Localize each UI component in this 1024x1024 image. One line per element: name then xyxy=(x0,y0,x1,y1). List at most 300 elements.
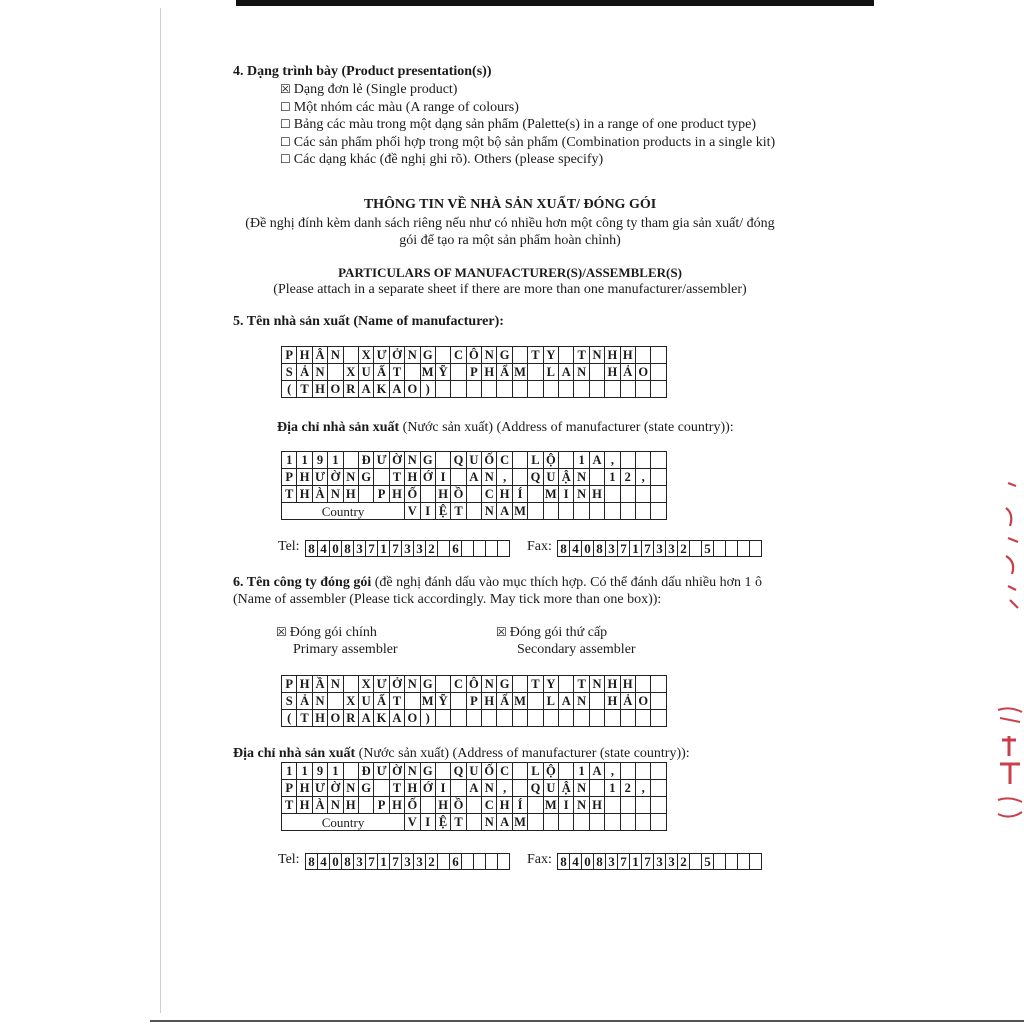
grid-cell[interactable]: Ư xyxy=(312,469,327,486)
grid-cell[interactable] xyxy=(605,486,620,503)
grid-cell[interactable]: O xyxy=(405,381,420,398)
grid-cell[interactable]: M xyxy=(544,797,557,812)
grid-cell[interactable] xyxy=(512,381,527,398)
grid-cell[interactable] xyxy=(451,780,466,797)
grid-cell[interactable]: O xyxy=(635,693,650,710)
grid-cell[interactable]: N xyxy=(482,814,497,831)
grid-cell[interactable]: A xyxy=(358,710,373,727)
grid-cell[interactable]: T xyxy=(528,347,543,364)
grid-cell[interactable]: N xyxy=(328,347,343,364)
grid-cell[interactable]: I xyxy=(435,469,450,486)
digit-cell[interactable]: 8 xyxy=(306,854,318,870)
grid-cell[interactable]: N xyxy=(482,780,497,797)
grid-cell[interactable] xyxy=(605,381,620,398)
digit-cell[interactable]: 0 xyxy=(582,854,594,870)
grid-cell[interactable]: A xyxy=(466,469,481,486)
grid-cell[interactable]: X xyxy=(343,364,358,381)
grid-cell[interactable]: Ư xyxy=(374,676,389,693)
grid-cell[interactable]: H xyxy=(312,710,327,727)
grid-cell[interactable] xyxy=(482,710,497,727)
grid-cell[interactable]: 1 xyxy=(605,780,620,797)
digit-cell[interactable]: 3 xyxy=(414,541,426,557)
grid-cell[interactable]: H xyxy=(405,469,420,486)
grid-cell[interactable]: O xyxy=(635,364,650,381)
digit-cell[interactable]: 2 xyxy=(678,541,690,557)
grid-cell[interactable]: I xyxy=(559,797,574,814)
digit-cell[interactable]: 0 xyxy=(330,541,342,557)
digit-cell[interactable]: 7 xyxy=(366,854,378,870)
secondary-assembler-option[interactable]: ☒ Đóng gói thứ cấp xyxy=(496,625,608,640)
grid-cell[interactable] xyxy=(451,693,466,710)
grid-cell[interactable]: P xyxy=(282,676,297,693)
grid-cell[interactable]: U xyxy=(358,364,373,381)
grid-cell[interactable] xyxy=(512,780,527,797)
digit-cell[interactable]: 8 xyxy=(594,854,606,870)
grid-cell[interactable] xyxy=(343,763,358,780)
grid-cell[interactable]: Ở xyxy=(389,347,404,364)
digit-cell[interactable]: 8 xyxy=(558,854,570,870)
digit-cell[interactable]: 7 xyxy=(618,541,630,557)
grid-cell[interactable]: L xyxy=(543,693,558,710)
grid-cell[interactable] xyxy=(651,710,666,727)
grid-cell[interactable]: H xyxy=(389,797,404,814)
grid-cell[interactable]: P xyxy=(374,486,389,503)
grid-cell[interactable] xyxy=(512,676,527,693)
digit-cell[interactable] xyxy=(738,854,750,870)
grid-cell[interactable]: A xyxy=(589,763,604,780)
grid-cell[interactable] xyxy=(374,780,389,797)
grid-cell[interactable] xyxy=(328,364,343,381)
grid-cell[interactable]: H xyxy=(589,797,604,814)
grid-cell[interactable] xyxy=(497,381,512,398)
digit-cell[interactable]: 3 xyxy=(654,854,666,870)
grid-cell[interactable]: A xyxy=(497,503,512,520)
grid-cell[interactable] xyxy=(605,814,620,831)
grid-cell[interactable]: Ờ xyxy=(389,452,404,469)
digit-cell[interactable]: 3 xyxy=(654,541,666,557)
grid-cell[interactable]: A xyxy=(589,452,604,469)
grid-cell[interactable]: T xyxy=(574,676,589,693)
grid-cell[interactable]: Ở xyxy=(389,676,404,693)
grid-cell[interactable]: Q xyxy=(451,763,466,780)
grid-cell[interactable]: Ộ xyxy=(543,452,558,469)
digit-cell[interactable]: 5 xyxy=(702,854,714,870)
grid-cell[interactable]: H xyxy=(343,486,358,503)
grid-cell[interactable]: C xyxy=(451,676,466,693)
grid-cell[interactable] xyxy=(466,486,481,503)
grid-cell[interactable]: Ấ xyxy=(374,364,389,381)
grid-cell[interactable] xyxy=(620,814,635,831)
grid-cell[interactable]: 9 xyxy=(312,452,327,469)
grid-cell[interactable]: N xyxy=(343,780,358,797)
grid-cell[interactable]: Ẩ xyxy=(497,693,512,710)
grid-cell[interactable] xyxy=(374,469,389,486)
grid-cell[interactable]: N xyxy=(574,469,589,486)
digit-cell[interactable] xyxy=(438,854,450,870)
grid-cell[interactable] xyxy=(620,710,635,727)
digit-cell[interactable] xyxy=(738,541,750,557)
grid-cell[interactable]: O xyxy=(328,381,343,398)
grid-cell[interactable]: Ố xyxy=(405,486,420,503)
grid-cell[interactable]: Ộ xyxy=(543,763,558,780)
grid-cell[interactable] xyxy=(635,797,650,814)
grid-cell[interactable] xyxy=(466,710,481,727)
grid-cell[interactable] xyxy=(512,469,527,486)
grid-cell[interactable]: U xyxy=(358,693,373,710)
checkbox-checked-icon[interactable]: ☒ xyxy=(496,625,507,639)
grid-cell[interactable] xyxy=(358,797,373,814)
grid-cell[interactable]: N xyxy=(405,676,420,693)
grid-cell[interactable] xyxy=(651,693,666,710)
grid-cell[interactable]: N xyxy=(482,676,497,693)
grid-cell[interactable] xyxy=(620,797,635,814)
grid-cell[interactable] xyxy=(451,381,466,398)
digit-cell[interactable] xyxy=(498,541,510,557)
grid-cell[interactable]: Ồ xyxy=(451,797,466,814)
digit-cell[interactable] xyxy=(486,854,498,870)
grid-cell[interactable] xyxy=(651,347,666,364)
grid-cell[interactable] xyxy=(651,780,666,797)
grid-cell[interactable]: I xyxy=(559,486,574,503)
grid-cell[interactable] xyxy=(358,486,373,503)
grid-cell[interactable]: N xyxy=(574,693,589,710)
grid-cell[interactable] xyxy=(574,814,589,831)
grid-cell[interactable] xyxy=(589,381,604,398)
grid-cell[interactable]: S xyxy=(282,364,297,381)
grid-cell[interactable]: N xyxy=(589,676,604,693)
grid-cell[interactable]: P xyxy=(282,469,297,486)
grid-cell[interactable]: Ệ xyxy=(435,814,450,831)
grid-cell[interactable]: N xyxy=(405,347,420,364)
grid-cell[interactable] xyxy=(635,452,650,469)
grid-cell[interactable]: T xyxy=(282,486,297,503)
grid-cell[interactable]: Y xyxy=(543,347,558,364)
grid-cell[interactable]: Ỹ xyxy=(435,693,450,710)
grid-cell[interactable] xyxy=(512,452,527,469)
grid-cell[interactable]: X xyxy=(343,693,358,710)
digit-cell[interactable] xyxy=(462,541,474,557)
grid-cell[interactable]: Â xyxy=(312,347,327,364)
grid-cell[interactable] xyxy=(328,693,343,710)
digit-cell[interactable]: 1 xyxy=(378,854,390,870)
grid-cell[interactable]: 1 xyxy=(574,452,589,469)
digit-cell[interactable] xyxy=(750,541,762,557)
digit-cell[interactable] xyxy=(486,541,498,557)
digit-cell[interactable]: 1 xyxy=(378,541,390,557)
digit-cell[interactable]: 1 xyxy=(630,541,642,557)
grid-cell[interactable]: , xyxy=(605,452,620,469)
grid-cell[interactable] xyxy=(651,797,666,814)
grid-cell[interactable]: Ư xyxy=(312,780,327,797)
grid-cell[interactable]: H xyxy=(297,486,312,503)
digit-cell[interactable]: 8 xyxy=(342,854,354,870)
grid-cell[interactable] xyxy=(451,469,466,486)
checkbox-icon[interactable]: ☐ xyxy=(280,99,291,114)
grid-cell[interactable]: Đ xyxy=(358,452,373,469)
grid-cell[interactable]: H xyxy=(589,486,604,503)
digit-cell[interactable]: 4 xyxy=(570,854,582,870)
grid-cell[interactable]: 1 xyxy=(297,763,312,780)
grid-cell[interactable]: H xyxy=(482,693,497,710)
grid-cell[interactable]: T xyxy=(528,676,543,693)
digit-cell[interactable] xyxy=(690,541,702,557)
grid-cell[interactable]: Ô xyxy=(466,676,481,693)
grid-cell[interactable]: G xyxy=(497,676,512,693)
grid-cell[interactable]: Ả xyxy=(620,693,635,710)
grid-cell[interactable]: H xyxy=(297,797,312,814)
grid-cell[interactable] xyxy=(559,676,574,693)
digit-cell[interactable]: 6 xyxy=(450,541,462,557)
digit-cell[interactable]: 7 xyxy=(642,541,654,557)
grid-cell[interactable]: Ồ xyxy=(451,486,466,503)
digit-cell[interactable]: 3 xyxy=(606,541,618,557)
grid-cell[interactable] xyxy=(589,780,604,797)
digit-cell[interactable]: 4 xyxy=(318,541,330,557)
grid-cell[interactable]: , xyxy=(635,780,650,797)
grid-cell[interactable] xyxy=(528,710,543,727)
digit-cell[interactable]: 8 xyxy=(306,541,318,557)
grid-cell[interactable]: ( xyxy=(282,710,297,727)
grid-cell[interactable]: T xyxy=(451,503,466,520)
digit-cell[interactable]: 8 xyxy=(342,541,354,557)
grid-cell[interactable]: G xyxy=(497,347,512,364)
grid-cell[interactable]: ) xyxy=(420,710,435,727)
option-combination-kit[interactable]: ☐ Các sản phẩm phối hợp trong một bộ sản phẩm (Combination products in a single kit) xyxy=(280,134,776,150)
grid-cell[interactable]: H xyxy=(497,797,512,814)
grid-cell[interactable]: C xyxy=(497,452,512,469)
grid-cell[interactable] xyxy=(651,676,666,693)
grid-cell[interactable]: T xyxy=(297,381,312,398)
grid-cell[interactable] xyxy=(405,364,420,381)
grid-cell[interactable]: Ậ xyxy=(559,469,574,486)
grid-cell[interactable] xyxy=(620,763,635,780)
digit-cell[interactable]: 1 xyxy=(630,854,642,870)
grid-cell[interactable]: Ẩ xyxy=(497,364,512,381)
grid-cell[interactable]: N xyxy=(343,469,358,486)
grid-cell[interactable] xyxy=(635,763,650,780)
grid-cell[interactable]: A xyxy=(497,814,512,831)
grid-cell[interactable]: H xyxy=(497,486,512,503)
grid-cell[interactable] xyxy=(620,381,635,398)
digit-cell[interactable]: 8 xyxy=(594,541,606,557)
digit-cell[interactable]: 0 xyxy=(330,854,342,870)
grid-cell[interactable]: A xyxy=(358,381,373,398)
grid-cell[interactable]: I xyxy=(420,503,435,520)
digit-cell[interactable]: 3 xyxy=(354,854,366,870)
grid-cell[interactable] xyxy=(435,381,450,398)
grid-cell[interactable] xyxy=(543,814,558,831)
grid-cell[interactable]: , xyxy=(497,469,512,486)
grid-cell[interactable]: Ả xyxy=(297,364,312,381)
grid-cell[interactable]: H xyxy=(297,676,312,693)
grid-cell[interactable] xyxy=(651,364,666,381)
digit-cell[interactable] xyxy=(474,541,486,557)
grid-cell[interactable]: T xyxy=(389,693,404,710)
grid-cell[interactable] xyxy=(574,710,589,727)
digit-cell[interactable]: 0 xyxy=(582,541,594,557)
grid-cell[interactable]: T xyxy=(389,780,404,797)
checkbox-icon[interactable]: ☐ xyxy=(280,117,291,131)
digit-cell[interactable]: 7 xyxy=(618,854,630,870)
section6-tel-field[interactable] xyxy=(305,853,510,870)
grid-cell[interactable]: P xyxy=(282,780,297,797)
grid-cell[interactable]: N xyxy=(574,797,589,814)
grid-cell[interactable] xyxy=(589,814,604,831)
grid-cell[interactable] xyxy=(635,503,650,520)
grid-cell[interactable] xyxy=(435,347,450,364)
grid-cell[interactable] xyxy=(635,486,650,503)
grid-cell[interactable]: T xyxy=(282,797,297,814)
grid-cell[interactable]: N xyxy=(312,364,327,381)
grid-cell[interactable]: H xyxy=(343,797,358,814)
grid-cell[interactable] xyxy=(589,469,604,486)
grid-cell[interactable]: 1 xyxy=(605,469,620,486)
digit-cell[interactable]: 7 xyxy=(366,541,378,557)
grid-cell[interactable]: M xyxy=(514,503,526,518)
grid-cell[interactable] xyxy=(574,381,589,398)
checkbox-checked-icon[interactable]: ☒ xyxy=(280,82,291,96)
grid-cell[interactable]: , xyxy=(605,763,620,780)
digit-cell[interactable]: 3 xyxy=(354,541,366,557)
grid-cell[interactable]: ) xyxy=(420,381,435,398)
grid-cell[interactable] xyxy=(635,381,650,398)
grid-cell[interactable] xyxy=(512,347,527,364)
grid-cell[interactable]: O xyxy=(328,710,343,727)
option-palette[interactable]: ☐ Bảng các màu trong một dạng sản phẩm (Palette(s) in a range of one product type) xyxy=(280,117,757,132)
grid-cell[interactable] xyxy=(589,364,604,381)
digit-cell[interactable]: 7 xyxy=(390,854,402,870)
grid-cell[interactable]: I xyxy=(435,780,450,797)
grid-cell[interactable]: C xyxy=(451,347,466,364)
digit-cell[interactable]: 3 xyxy=(402,541,414,557)
grid-cell[interactable] xyxy=(528,797,543,814)
grid-cell[interactable]: Ố xyxy=(482,763,497,780)
grid-cell[interactable] xyxy=(512,763,527,780)
digit-cell[interactable]: 4 xyxy=(570,541,582,557)
digit-cell[interactable]: 6 xyxy=(450,854,462,870)
grid-cell[interactable]: L xyxy=(528,763,543,780)
grid-cell[interactable]: Ả xyxy=(620,364,635,381)
digit-cell[interactable]: 4 xyxy=(318,854,330,870)
grid-cell[interactable]: Ô xyxy=(466,347,481,364)
grid-cell[interactable]: P xyxy=(466,364,481,381)
grid-cell[interactable]: H xyxy=(605,347,620,364)
grid-cell[interactable] xyxy=(543,381,558,398)
digit-cell[interactable]: 3 xyxy=(606,854,618,870)
grid-cell[interactable] xyxy=(528,814,543,831)
grid-cell[interactable] xyxy=(605,503,620,520)
grid-cell[interactable]: Ờ xyxy=(389,763,404,780)
grid-cell[interactable] xyxy=(651,486,666,503)
grid-cell[interactable] xyxy=(451,364,466,381)
grid-cell[interactable]: Ấ xyxy=(374,693,389,710)
grid-cell[interactable]: S xyxy=(282,693,297,710)
grid-cell[interactable] xyxy=(635,676,650,693)
grid-cell[interactable]: Ư xyxy=(374,763,389,780)
grid-cell[interactable]: À xyxy=(312,486,327,503)
grid-cell[interactable] xyxy=(435,763,450,780)
grid-cell[interactable] xyxy=(635,814,650,831)
grid-cell[interactable]: N xyxy=(574,486,589,503)
digit-cell[interactable] xyxy=(726,854,738,870)
grid-cell[interactable] xyxy=(559,503,574,520)
grid-cell[interactable]: Ỹ xyxy=(435,364,450,381)
grid-cell[interactable] xyxy=(559,710,574,727)
grid-cell[interactable] xyxy=(528,503,543,520)
grid-cell[interactable]: Ệ xyxy=(435,503,450,520)
option-range-of-colours[interactable]: ☐ Một nhóm các màu (A range of colours) xyxy=(280,99,519,115)
digit-cell[interactable] xyxy=(438,541,450,557)
grid-cell[interactable]: Í xyxy=(512,797,527,814)
grid-cell[interactable]: H xyxy=(297,347,312,364)
grid-cell[interactable]: Ư xyxy=(374,347,389,364)
grid-cell[interactable]: H xyxy=(605,676,620,693)
digit-cell[interactable]: 3 xyxy=(666,854,678,870)
section6-fax-field[interactable] xyxy=(557,853,762,870)
grid-cell[interactable]: M xyxy=(514,814,526,829)
grid-cell[interactable] xyxy=(605,797,620,814)
grid-cell[interactable] xyxy=(528,486,543,503)
grid-cell[interactable] xyxy=(559,814,574,831)
grid-cell[interactable] xyxy=(651,381,666,398)
grid-cell[interactable] xyxy=(651,469,666,486)
grid-cell[interactable]: N xyxy=(405,763,420,780)
grid-cell[interactable]: C xyxy=(497,763,512,780)
grid-cell[interactable] xyxy=(574,503,589,520)
grid-cell[interactable]: G xyxy=(420,347,435,364)
grid-cell[interactable]: 1 xyxy=(328,763,343,780)
grid-cell[interactable]: T xyxy=(574,347,589,364)
grid-cell[interactable]: Q xyxy=(451,452,466,469)
grid-cell[interactable]: ( xyxy=(282,381,297,398)
digit-cell[interactable]: 3 xyxy=(666,541,678,557)
grid-cell[interactable] xyxy=(466,814,481,831)
grid-cell[interactable]: N xyxy=(328,676,343,693)
grid-cell[interactable]: 1 xyxy=(282,452,297,469)
digit-cell[interactable] xyxy=(474,854,486,870)
grid-cell[interactable] xyxy=(482,381,497,398)
grid-cell[interactable]: Ư xyxy=(374,452,389,469)
grid-cell[interactable]: , xyxy=(635,469,650,486)
grid-cell[interactable]: 2 xyxy=(620,469,635,486)
digit-cell[interactable] xyxy=(462,854,474,870)
grid-cell[interactable]: M xyxy=(421,364,434,379)
digit-cell[interactable]: 3 xyxy=(414,854,426,870)
grid-cell[interactable]: 1 xyxy=(574,763,589,780)
grid-cell[interactable] xyxy=(635,347,650,364)
grid-cell[interactable]: U xyxy=(466,763,481,780)
grid-cell[interactable]: T xyxy=(451,814,466,831)
grid-cell[interactable]: H xyxy=(620,676,635,693)
grid-cell[interactable]: H xyxy=(482,364,497,381)
grid-cell[interactable] xyxy=(620,503,635,520)
grid-cell[interactable]: 9 xyxy=(312,763,327,780)
digit-cell[interactable] xyxy=(690,854,702,870)
grid-cell[interactable]: N xyxy=(482,469,497,486)
grid-cell[interactable]: Ớ xyxy=(420,780,435,797)
grid-cell[interactable]: L xyxy=(528,452,543,469)
grid-cell[interactable]: 1 xyxy=(282,763,297,780)
grid-cell[interactable]: À xyxy=(312,797,327,814)
grid-cell[interactable] xyxy=(559,381,574,398)
digit-cell[interactable]: 7 xyxy=(642,854,654,870)
grid-cell[interactable]: N xyxy=(328,486,343,503)
grid-cell[interactable]: 1 xyxy=(297,452,312,469)
grid-cell[interactable] xyxy=(635,710,650,727)
grid-cell[interactable]: Ố xyxy=(482,452,497,469)
grid-cell[interactable]: K xyxy=(374,381,389,398)
grid-cell[interactable]: H xyxy=(297,469,312,486)
